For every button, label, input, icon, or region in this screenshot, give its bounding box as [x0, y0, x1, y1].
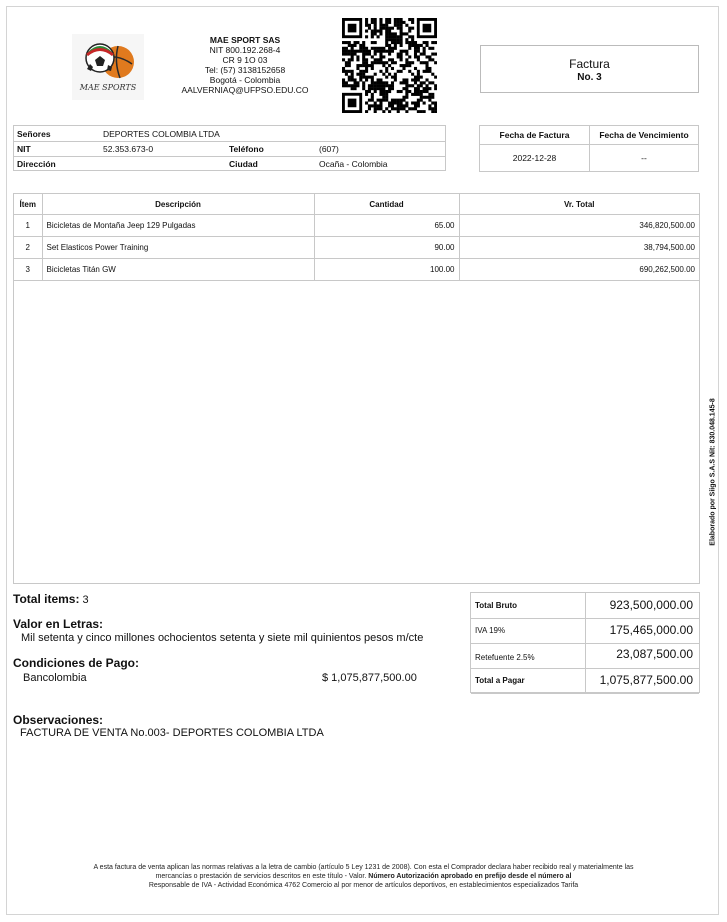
dates-table: [479, 125, 699, 172]
due-date-label: Fecha de Vencimiento: [590, 126, 698, 145]
company-name: MAE SPORT SAS: [209, 35, 281, 45]
items-header-row: [14, 194, 699, 215]
telefono-label: Teléfono: [229, 144, 264, 154]
footer-line-2: [20, 872, 707, 881]
qr-code: [342, 18, 437, 113]
item-quantity: 100.00: [314, 259, 459, 281]
totals-table: [470, 592, 700, 693]
dates-divider: [589, 126, 590, 171]
valor-letras-label: Valor en Letras:: [13, 617, 104, 631]
nit-label: NIT: [17, 144, 31, 154]
valor-letras-value: Mil setenta y cinco millones ochocientos setenta y siete mil quinientos pesos m/cte: [21, 632, 424, 644]
item-quantity: 90.00: [314, 237, 459, 259]
company-address: CR 9 1O 03: [222, 55, 268, 65]
footer-line-2a: mercancías o prestación de servicios descritos en este título - Valor.: [155, 873, 369, 880]
client-name: DEPORTES COLOMBIA LTDA: [103, 129, 220, 139]
footer-line-2b: Número Autorización aprobado en prefijo desde el número al: [368, 873, 572, 880]
client-ciudad: Ocaña - Colombia: [319, 159, 388, 169]
ciudad-label: Ciudad: [229, 159, 258, 169]
table-row: [14, 237, 699, 259]
issue-date: 2022-12-28: [512, 153, 557, 163]
total-bruto-label: Total Bruto: [475, 601, 518, 610]
table-row: [14, 259, 699, 281]
total-bruto-value: 923,500,000.00: [609, 598, 693, 612]
total-items-label: Total items:: [13, 592, 80, 606]
footer-line-1: A esta factura de venta aplican las normas relativas a la letra de cambio (artículo 5 Ley 1231 de 2008). Con esta el Comprador declara haber recibido real y materialmente las: [93, 864, 634, 871]
total-pagar-value: 1,075,877,500.00: [599, 673, 693, 687]
col-header-cantidad: Cantidad: [314, 194, 459, 215]
retefuente-label: Retefuente 2.5%: [475, 653, 535, 662]
retefuente-value: 23,087,500.00: [616, 647, 693, 661]
item-description: Bicicletas de Montaña Jeep 129 Pulgadas: [42, 215, 314, 237]
bank-name: Bancolombia: [23, 672, 87, 684]
total-pagar-label: Total a Pagar: [475, 676, 525, 685]
totals-divider: [585, 593, 586, 692]
invoice-number: No. 3: [577, 72, 602, 83]
valor-letras: [13, 617, 423, 644]
company-city: Bogotá - Colombia: [209, 75, 281, 85]
issue-date-label: Fecha de Factura: [480, 126, 589, 145]
item-number: 2: [14, 237, 42, 259]
bank-amount: $ 1,075,877,500.00: [322, 672, 417, 684]
company-phone: Tel: (57) 3138152658: [204, 65, 286, 75]
col-header-total: Vr. Total: [459, 194, 699, 215]
item-number: 3: [14, 259, 42, 281]
item-quantity: 65.00: [314, 215, 459, 237]
observaciones: [13, 713, 324, 739]
observaciones-value: FACTURA DE VENTA No.003- DEPORTES COLOMBIA LTDA: [20, 727, 324, 739]
iva-value: 175,465,000.00: [609, 623, 693, 637]
total-items-value: 3: [82, 594, 89, 606]
due-date: --: [641, 153, 647, 163]
item-description: Set Elasticos Power Training: [42, 237, 314, 259]
item-description: Bicicletas Titán GW: [42, 259, 314, 281]
legal-footer: [20, 863, 707, 890]
item-total: 690,262,500.00: [459, 259, 699, 281]
item-total: 346,820,500.00: [459, 215, 699, 237]
condiciones-pago-label: Condiciones de Pago:: [13, 656, 140, 670]
direccion-label: Dirección: [17, 159, 56, 169]
observaciones-label: Observaciones:: [13, 713, 104, 727]
company-nit: NIT 800.192.268-4: [209, 45, 281, 55]
client-telefono: (607): [319, 144, 339, 154]
invoice-number-box: [480, 45, 699, 93]
invoice-title: Factura: [569, 57, 610, 71]
software-credit: Elaborado por Siigo S.A.S Nit: 830.048.145-8: [709, 398, 717, 546]
total-items: [13, 592, 89, 606]
footer-line-3: Responsable de IVA - Actividad Económica 4762 Comercio al por menor de artículos deportivos, en establecimientos especializados Tarifa: [148, 882, 579, 889]
col-header-item: Ítem: [14, 194, 42, 215]
table-row: [14, 215, 699, 237]
client-info-table: [13, 125, 446, 171]
items-table: [13, 193, 700, 584]
col-header-descripcion: Descripción: [42, 194, 314, 215]
condiciones-pago: [13, 656, 139, 670]
senores-label: Señores: [17, 129, 51, 139]
company-logo: [72, 34, 144, 100]
client-nit: 52.353.673-0: [103, 144, 154, 154]
company-info: [150, 35, 340, 95]
iva-label: IVA 19%: [475, 626, 506, 635]
item-total: 38,794,500.00: [459, 237, 699, 259]
company-email: AALVERNIAQ@UFPSO.EDU.CO: [181, 85, 309, 95]
svg-text:MAE SPORTS: MAE SPORTS: [79, 83, 137, 92]
item-number: 1: [14, 215, 42, 237]
